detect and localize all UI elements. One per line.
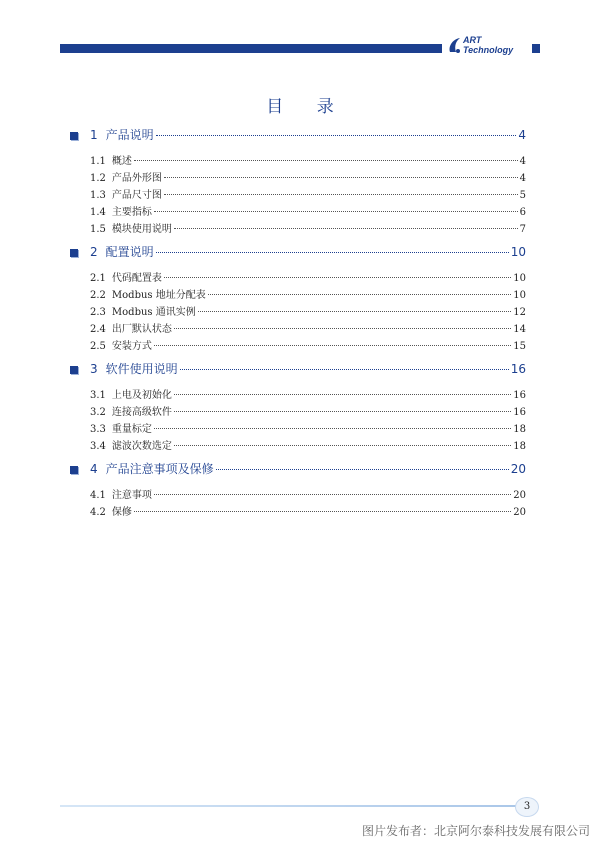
toc-section-entry[interactable] <box>70 169 526 186</box>
dot-leader <box>134 511 511 512</box>
dot-leader <box>174 394 511 395</box>
chapter-title: 软件使用说明 <box>105 362 178 376</box>
dot-leader <box>154 494 511 495</box>
section-title: 产品外形图 <box>111 173 162 184</box>
section-title: Modbus 地址分配表 <box>111 290 206 301</box>
toc-section-entry[interactable] <box>70 386 526 403</box>
section-title: 出厂默认状态 <box>111 324 172 335</box>
section-number: 1.4 <box>90 207 106 218</box>
logo-swirl-icon <box>447 36 463 56</box>
dot-leader <box>180 369 509 370</box>
dot-leader <box>174 411 511 412</box>
section-title: 主要指标 <box>111 207 152 218</box>
page-title: 目 录 <box>266 97 348 117</box>
section-number: 1.5 <box>90 224 106 235</box>
section-page: 20 <box>513 507 526 518</box>
dot-leader <box>156 135 517 136</box>
section-title: Modbus 通讯实例 <box>111 307 196 318</box>
chapter-title: 产品说明 <box>105 128 154 142</box>
chapter-title: 配置说明 <box>105 245 154 259</box>
section-page: 7 <box>519 224 526 235</box>
dot-leader <box>208 294 512 295</box>
dot-leader <box>134 160 518 161</box>
dot-leader <box>154 428 511 429</box>
toc-chapter-group <box>70 243 526 354</box>
chapter-bullet-icon <box>70 132 78 140</box>
section-number: 2.4 <box>90 324 106 335</box>
section-page: 15 <box>513 341 526 352</box>
section-title: 保修 <box>111 507 132 518</box>
section-number: 1.1 <box>90 156 106 167</box>
chapter-number: 3 <box>90 362 98 376</box>
dot-leader <box>174 445 511 446</box>
section-title: 注意事项 <box>111 490 152 501</box>
section-page: 4 <box>519 173 526 184</box>
section-number: 2.5 <box>90 341 106 352</box>
toc-section-entry[interactable] <box>70 420 526 437</box>
section-title: 上电及初始化 <box>111 390 172 401</box>
chapter-title: 产品注意事项及保修 <box>105 462 214 476</box>
section-number: 1.3 <box>90 190 106 201</box>
footer-line <box>60 805 530 807</box>
chapter-bullet-icon <box>70 249 78 257</box>
toc-chapter-entry[interactable] <box>70 126 526 146</box>
toc-section-entry[interactable] <box>70 152 526 169</box>
section-page: 5 <box>519 190 526 201</box>
chapter-number: 1 <box>90 128 98 142</box>
chapter-page: 4 <box>518 128 526 142</box>
section-title: 概述 <box>111 156 132 167</box>
section-page: 6 <box>519 207 526 218</box>
toc-section-entry[interactable] <box>70 486 526 503</box>
section-number: 3.1 <box>90 390 106 401</box>
section-page: 20 <box>513 490 526 501</box>
image-credit: 图片发布者：北京阿尔泰科技发展有限公司 <box>361 824 590 838</box>
section-number: 2.3 <box>90 307 106 318</box>
section-number: 3.2 <box>90 407 106 418</box>
section-page: 4 <box>519 156 526 167</box>
dot-leader <box>174 228 518 229</box>
section-number: 4.1 <box>90 490 106 501</box>
section-title: 代码配置表 <box>111 273 162 284</box>
page-number: 3 <box>515 797 539 817</box>
header-square <box>532 44 540 53</box>
chapter-bullet-icon <box>70 466 78 474</box>
dot-leader <box>154 345 511 346</box>
toc-chapter-entry[interactable] <box>70 460 526 480</box>
section-page: 10 <box>513 273 526 284</box>
toc-chapter-group <box>70 126 526 237</box>
dot-leader <box>164 194 518 195</box>
section-page: 16 <box>513 390 526 401</box>
section-number: 3.4 <box>90 441 106 452</box>
chapter-bullet-icon <box>70 366 78 374</box>
section-number: 1.2 <box>90 173 106 184</box>
section-title: 产品尺寸图 <box>111 190 162 201</box>
toc-chapter-entry[interactable] <box>70 360 526 380</box>
logo-line1: ART <box>463 35 482 45</box>
section-title: 滤波次数选定 <box>111 441 172 452</box>
toc-section-entry[interactable] <box>70 437 526 454</box>
toc-chapter-entry[interactable] <box>70 243 526 263</box>
section-page: 16 <box>513 407 526 418</box>
section-title: 连接高级软件 <box>111 407 172 418</box>
toc-section-entry[interactable] <box>70 403 526 420</box>
dot-leader <box>216 469 509 470</box>
toc-section-entry[interactable] <box>70 303 526 320</box>
dot-leader <box>174 328 511 329</box>
toc-section-entry[interactable] <box>70 269 526 286</box>
dot-leader <box>154 211 518 212</box>
section-number: 2.1 <box>90 273 106 284</box>
section-page: 14 <box>513 324 526 335</box>
toc-chapter-group <box>70 460 526 520</box>
art-technology-logo <box>447 36 537 58</box>
section-page: 10 <box>513 290 526 301</box>
chapter-number: 4 <box>90 462 98 476</box>
chapter-page: 10 <box>510 245 526 259</box>
section-page: 18 <box>513 441 526 452</box>
dot-leader <box>164 177 518 178</box>
dot-leader <box>164 277 511 278</box>
toc-section-entry[interactable] <box>70 286 526 303</box>
dot-leader <box>156 252 509 253</box>
chapter-number: 2 <box>90 245 98 259</box>
header-bar <box>60 44 442 53</box>
toc-section-entry[interactable] <box>70 186 526 203</box>
section-page: 18 <box>513 424 526 435</box>
chapter-page: 20 <box>510 462 526 476</box>
section-number: 4.2 <box>90 507 106 518</box>
section-title: 安装方式 <box>111 341 152 352</box>
chapter-page: 16 <box>510 362 526 376</box>
dot-leader <box>198 311 512 312</box>
section-number: 2.2 <box>90 290 106 301</box>
toc-section-entry[interactable] <box>70 203 526 220</box>
section-title: 模块使用说明 <box>111 224 172 235</box>
toc-chapter-group <box>70 360 526 454</box>
section-title: 重量标定 <box>111 424 152 435</box>
toc-section-entry[interactable] <box>70 503 526 520</box>
toc-section-entry[interactable] <box>70 220 526 237</box>
toc-section-entry[interactable] <box>70 320 526 337</box>
toc-section-entry[interactable] <box>70 337 526 354</box>
section-page: 12 <box>513 307 526 318</box>
table-of-contents <box>70 126 526 526</box>
logo-line2: Technology <box>463 45 514 55</box>
section-number: 3.3 <box>90 424 106 435</box>
